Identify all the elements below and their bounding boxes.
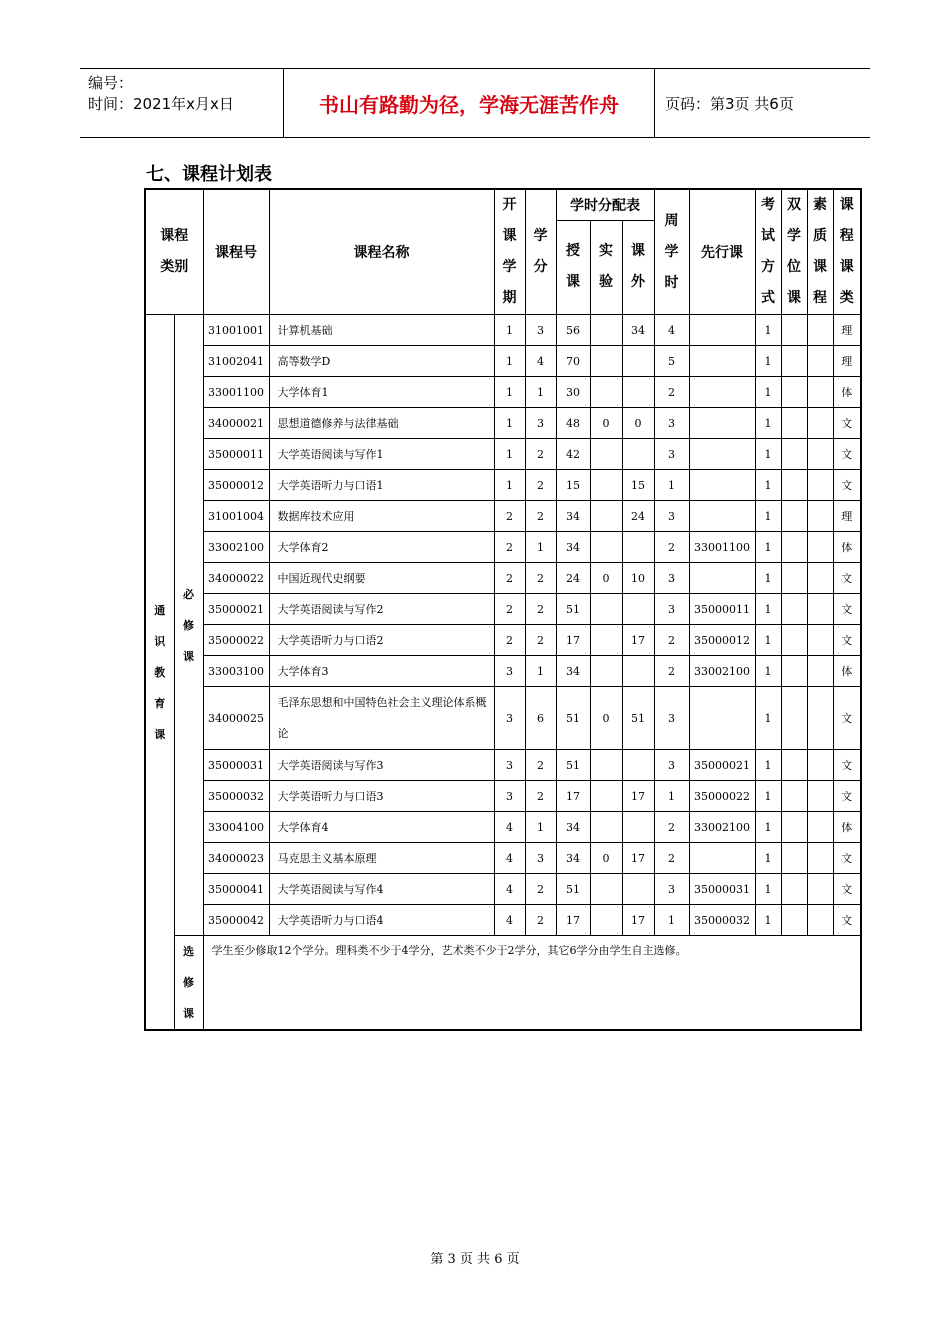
course-extra-hours: [622, 812, 654, 843]
course-name: 中国近现代史纲要: [269, 563, 494, 594]
course-weekly-hours: 3: [654, 874, 689, 905]
course-code: 34000022: [203, 563, 269, 594]
course-code: 35000041: [203, 874, 269, 905]
header-type: 课 程 课 类: [833, 189, 861, 315]
header-dual: 双 学 位 课: [781, 189, 807, 315]
course-weekly-hours: 2: [654, 843, 689, 874]
course-code: 35000011: [203, 439, 269, 470]
course-code: 34000023: [203, 843, 269, 874]
course-type: 理: [833, 315, 861, 346]
course-dual: [781, 346, 807, 377]
elective-row: [145, 936, 861, 1031]
course-lecture-hours: 17: [556, 905, 590, 936]
course-prereq: [689, 346, 755, 377]
course-prereq: 35000012: [689, 625, 755, 656]
course-quality: [807, 656, 833, 687]
course-code: 35000022: [203, 625, 269, 656]
course-plan-table: [144, 188, 862, 1031]
course-lecture-hours: 34: [556, 812, 590, 843]
course-exam: 1: [755, 625, 781, 656]
course-lab-hours: [590, 750, 622, 781]
course-dual: [781, 439, 807, 470]
course-quality: [807, 346, 833, 377]
course-lab-hours: [590, 315, 622, 346]
course-prereq: 33001100: [689, 532, 755, 563]
course-code: 35000012: [203, 470, 269, 501]
course-type: 文: [833, 563, 861, 594]
course-rows: [145, 315, 861, 1031]
course-credits: 2: [525, 874, 556, 905]
course-semester: 3: [494, 750, 525, 781]
course-lab-hours: [590, 439, 622, 470]
course-code: 35000031: [203, 750, 269, 781]
table-row: [145, 874, 861, 905]
course-prereq: [689, 843, 755, 874]
course-lecture-hours: 42: [556, 439, 590, 470]
course-extra-hours: 51: [622, 687, 654, 750]
course-code: 33003100: [203, 656, 269, 687]
course-quality: [807, 687, 833, 750]
course-exam: 1: [755, 594, 781, 625]
course-lab-hours: 0: [590, 563, 622, 594]
course-type: 体: [833, 532, 861, 563]
time-label: 时间：2021年x月x日: [88, 95, 234, 113]
course-lecture-hours: 51: [556, 687, 590, 750]
header-category: [145, 189, 203, 315]
course-extra-hours: [622, 346, 654, 377]
course-lab-hours: [590, 346, 622, 377]
course-weekly-hours: 3: [654, 563, 689, 594]
table-row: [145, 594, 861, 625]
header-lab: 实 验: [590, 220, 622, 314]
course-extra-hours: [622, 656, 654, 687]
course-quality: [807, 501, 833, 532]
course-name: 大学英语听力与口语2: [269, 625, 494, 656]
course-credits: 3: [525, 843, 556, 874]
course-name: 大学体育4: [269, 812, 494, 843]
header-category-text: 课程 类别: [160, 228, 189, 275]
course-semester: 2: [494, 532, 525, 563]
course-credits: 4: [525, 346, 556, 377]
course-quality: [807, 532, 833, 563]
course-weekly-hours: 3: [654, 408, 689, 439]
header-weekly: 周 学 时: [654, 189, 689, 315]
course-lab-hours: [590, 656, 622, 687]
course-type: 文: [833, 439, 861, 470]
table-row: [145, 501, 861, 532]
course-semester: 2: [494, 594, 525, 625]
course-exam: 1: [755, 377, 781, 408]
course-quality: [807, 470, 833, 501]
header-credits: 学 分: [525, 189, 556, 315]
course-exam: 1: [755, 470, 781, 501]
course-semester: 2: [494, 501, 525, 532]
course-lab-hours: [590, 781, 622, 812]
course-semester: 4: [494, 843, 525, 874]
course-weekly-hours: 2: [654, 625, 689, 656]
course-lab-hours: [590, 812, 622, 843]
course-exam: 1: [755, 687, 781, 750]
course-lab-hours: [590, 501, 622, 532]
course-extra-hours: [622, 750, 654, 781]
course-prereq: [689, 439, 755, 470]
course-name: 思想道德修养与法律基础: [269, 408, 494, 439]
course-code: 34000025: [203, 687, 269, 750]
course-dual: [781, 315, 807, 346]
table-row: [145, 470, 861, 501]
course-lecture-hours: 51: [556, 750, 590, 781]
header-extra: 课 外: [622, 220, 654, 314]
course-dual: [781, 625, 807, 656]
course-exam: 1: [755, 563, 781, 594]
course-dual: [781, 408, 807, 439]
table-row: [145, 315, 861, 346]
course-weekly-hours: 2: [654, 377, 689, 408]
course-lecture-hours: 51: [556, 594, 590, 625]
course-prereq: 35000031: [689, 874, 755, 905]
course-weekly-hours: 3: [654, 439, 689, 470]
course-extra-hours: 17: [622, 905, 654, 936]
group-elective: 选 修 课: [174, 936, 203, 1031]
course-credits: 1: [525, 532, 556, 563]
course-semester: 1: [494, 315, 525, 346]
course-prereq: [689, 501, 755, 532]
course-type: 文: [833, 750, 861, 781]
table-row: [145, 687, 861, 750]
course-semester: 3: [494, 687, 525, 750]
header-motto: 书山有路勤为径，学海无涯苦作舟: [283, 69, 655, 137]
group-general-education: 通 识 教 育 课: [145, 315, 174, 1031]
course-type: 文: [833, 781, 861, 812]
course-type: 理: [833, 346, 861, 377]
table-row: [145, 377, 861, 408]
course-semester: 1: [494, 470, 525, 501]
course-semester: 3: [494, 781, 525, 812]
header-quality: 素 质 课 程: [807, 189, 833, 315]
course-quality: [807, 625, 833, 656]
course-extra-hours: 15: [622, 470, 654, 501]
header-lecture: 授 课: [556, 220, 590, 314]
course-lecture-hours: 56: [556, 315, 590, 346]
course-prereq: 35000021: [689, 750, 755, 781]
course-lab-hours: [590, 532, 622, 563]
course-name: 高等数学D: [269, 346, 494, 377]
course-code: 33004100: [203, 812, 269, 843]
number-label: 编号：: [88, 74, 134, 92]
course-quality: [807, 905, 833, 936]
course-credits: 1: [525, 377, 556, 408]
course-extra-hours: 10: [622, 563, 654, 594]
course-semester: 1: [494, 408, 525, 439]
course-credits: 1: [525, 812, 556, 843]
course-prereq: [689, 315, 755, 346]
course-code: 31001001: [203, 315, 269, 346]
course-code: 31001004: [203, 501, 269, 532]
course-weekly-hours: 2: [654, 532, 689, 563]
course-lecture-hours: 30: [556, 377, 590, 408]
course-credits: 2: [525, 501, 556, 532]
course-name: 大学体育2: [269, 532, 494, 563]
table-row: [145, 563, 861, 594]
course-name: 大学英语阅读与写作2: [269, 594, 494, 625]
course-weekly-hours: 3: [654, 750, 689, 781]
course-lecture-hours: 70: [556, 346, 590, 377]
course-weekly-hours: 4: [654, 315, 689, 346]
table-row: [145, 439, 861, 470]
course-name: 大学英语听力与口语1: [269, 470, 494, 501]
course-dual: [781, 781, 807, 812]
course-name: 大学英语听力与口语4: [269, 905, 494, 936]
table-row: [145, 812, 861, 843]
header-prereq: 先行课: [689, 189, 755, 315]
course-quality: [807, 408, 833, 439]
course-extra-hours: [622, 594, 654, 625]
course-dual: [781, 563, 807, 594]
course-lab-hours: [590, 625, 622, 656]
table-row: [145, 408, 861, 439]
course-name: 大学英语听力与口语3: [269, 781, 494, 812]
course-semester: 1: [494, 439, 525, 470]
course-exam: 1: [755, 656, 781, 687]
course-exam: 1: [755, 439, 781, 470]
course-lecture-hours: 15: [556, 470, 590, 501]
course-code: 35000042: [203, 905, 269, 936]
header-code: 课程号: [203, 189, 269, 315]
table-row: [145, 781, 861, 812]
course-credits: 2: [525, 905, 556, 936]
course-extra-hours: 17: [622, 843, 654, 874]
course-lecture-hours: 34: [556, 532, 590, 563]
course-exam: 1: [755, 408, 781, 439]
course-dual: [781, 874, 807, 905]
course-quality: [807, 439, 833, 470]
course-extra-hours: [622, 874, 654, 905]
course-exam: 1: [755, 346, 781, 377]
course-lecture-hours: 34: [556, 501, 590, 532]
course-semester: 1: [494, 377, 525, 408]
header-hours-group: 学时分配表: [556, 189, 654, 220]
course-extra-hours: 34: [622, 315, 654, 346]
course-type: 文: [833, 687, 861, 750]
course-exam: 1: [755, 315, 781, 346]
course-name: 数据库技术应用: [269, 501, 494, 532]
course-name: 马克思主义基本原理: [269, 843, 494, 874]
header-page-label: 页码：第3页 共6页: [665, 94, 794, 113]
course-prereq: 35000022: [689, 781, 755, 812]
course-quality: [807, 874, 833, 905]
course-weekly-hours: 2: [654, 812, 689, 843]
course-weekly-hours: 1: [654, 781, 689, 812]
course-quality: [807, 315, 833, 346]
course-extra-hours: 0: [622, 408, 654, 439]
course-weekly-hours: 3: [654, 687, 689, 750]
course-extra-hours: [622, 439, 654, 470]
course-extra-hours: 17: [622, 781, 654, 812]
course-type: 文: [833, 408, 861, 439]
course-prereq: [689, 563, 755, 594]
course-exam: 1: [755, 501, 781, 532]
course-quality: [807, 781, 833, 812]
course-prereq: [689, 377, 755, 408]
course-credits: 3: [525, 408, 556, 439]
course-dual: [781, 532, 807, 563]
course-name: 毛泽东思想和中国特色社会主义理论体系概论: [269, 687, 494, 750]
course-lab-hours: 0: [590, 843, 622, 874]
course-code: 33001100: [203, 377, 269, 408]
course-quality: [807, 843, 833, 874]
course-name: 大学英语阅读与写作3: [269, 750, 494, 781]
table-row: [145, 346, 861, 377]
course-lecture-hours: 51: [556, 874, 590, 905]
course-dual: [781, 656, 807, 687]
course-quality: [807, 750, 833, 781]
course-weekly-hours: 3: [654, 594, 689, 625]
course-dual: [781, 750, 807, 781]
course-dual: [781, 470, 807, 501]
course-type: 体: [833, 377, 861, 408]
course-dual: [781, 501, 807, 532]
course-lecture-hours: 24: [556, 563, 590, 594]
course-quality: [807, 377, 833, 408]
page-header: [80, 68, 870, 138]
course-name: 大学体育1: [269, 377, 494, 408]
course-credits: 2: [525, 594, 556, 625]
course-code: 35000032: [203, 781, 269, 812]
course-weekly-hours: 1: [654, 905, 689, 936]
header-name: 课程名称: [269, 189, 494, 315]
course-name: 计算机基础: [269, 315, 494, 346]
course-credits: 2: [525, 781, 556, 812]
course-prereq: [689, 687, 755, 750]
course-credits: 2: [525, 750, 556, 781]
course-type: 体: [833, 656, 861, 687]
course-credits: 3: [525, 315, 556, 346]
course-exam: 1: [755, 532, 781, 563]
course-code: 35000021: [203, 594, 269, 625]
course-type: 文: [833, 470, 861, 501]
course-prereq: 35000032: [689, 905, 755, 936]
course-lab-hours: [590, 905, 622, 936]
course-exam: 1: [755, 781, 781, 812]
header-semester: 开 课 学 期: [494, 189, 525, 315]
course-extra-hours: 17: [622, 625, 654, 656]
course-type: 文: [833, 843, 861, 874]
course-extra-hours: [622, 532, 654, 563]
course-dual: [781, 687, 807, 750]
course-credits: 2: [525, 563, 556, 594]
course-weekly-hours: 1: [654, 470, 689, 501]
course-semester: 4: [494, 874, 525, 905]
course-prereq: [689, 408, 755, 439]
table-row: [145, 532, 861, 563]
course-weekly-hours: 3: [654, 501, 689, 532]
course-semester: 4: [494, 812, 525, 843]
course-lab-hours: [590, 594, 622, 625]
course-lab-hours: 0: [590, 408, 622, 439]
course-prereq: 33002100: [689, 656, 755, 687]
table-row: [145, 656, 861, 687]
course-name: 大学英语阅读与写作4: [269, 874, 494, 905]
course-type: 体: [833, 812, 861, 843]
course-lab-hours: [590, 874, 622, 905]
course-dual: [781, 843, 807, 874]
course-name: 大学英语阅读与写作1: [269, 439, 494, 470]
elective-note: 学生至少修取12个学分。理科类不少于4学分，艺术类不少于2学分，其它6学分由学生自主选修。: [203, 936, 861, 1031]
table-row: [145, 843, 861, 874]
course-exam: 1: [755, 905, 781, 936]
course-credits: 1: [525, 656, 556, 687]
course-name: 大学体育3: [269, 656, 494, 687]
course-code: 31002041: [203, 346, 269, 377]
course-code: 33002100: [203, 532, 269, 563]
course-type: 理: [833, 501, 861, 532]
course-dual: [781, 812, 807, 843]
group-required: 必 修 课: [174, 315, 203, 936]
table-row: [145, 905, 861, 936]
course-semester: 1: [494, 346, 525, 377]
course-prereq: 35000011: [689, 594, 755, 625]
table-row: [145, 625, 861, 656]
course-lecture-hours: 34: [556, 656, 590, 687]
course-quality: [807, 812, 833, 843]
course-lab-hours: 0: [590, 687, 622, 750]
course-exam: 1: [755, 874, 781, 905]
course-weekly-hours: 2: [654, 656, 689, 687]
course-credits: 6: [525, 687, 556, 750]
course-exam: 1: [755, 750, 781, 781]
course-credits: 2: [525, 625, 556, 656]
course-prereq: [689, 470, 755, 501]
course-exam: 1: [755, 812, 781, 843]
course-lab-hours: [590, 470, 622, 501]
course-semester: 4: [494, 905, 525, 936]
course-weekly-hours: 5: [654, 346, 689, 377]
section-title: 七、课程计划表: [146, 164, 272, 185]
course-lecture-hours: 48: [556, 408, 590, 439]
table-row: [145, 750, 861, 781]
course-quality: [807, 563, 833, 594]
course-exam: 1: [755, 843, 781, 874]
course-semester: 2: [494, 625, 525, 656]
course-extra-hours: 24: [622, 501, 654, 532]
course-semester: 3: [494, 656, 525, 687]
course-lecture-hours: 17: [556, 781, 590, 812]
page-footer: 第 3 页 共 6 页: [430, 1252, 520, 1267]
header-exam: 考 试 方 式: [755, 189, 781, 315]
course-type: 文: [833, 874, 861, 905]
course-lecture-hours: 17: [556, 625, 590, 656]
course-type: 文: [833, 625, 861, 656]
course-extra-hours: [622, 377, 654, 408]
course-credits: 2: [525, 470, 556, 501]
course-dual: [781, 905, 807, 936]
course-prereq: 33002100: [689, 812, 755, 843]
course-dual: [781, 594, 807, 625]
course-lab-hours: [590, 377, 622, 408]
course-type: 文: [833, 905, 861, 936]
course-credits: 2: [525, 439, 556, 470]
course-semester: 2: [494, 563, 525, 594]
course-code: 34000021: [203, 408, 269, 439]
course-lecture-hours: 34: [556, 843, 590, 874]
course-quality: [807, 594, 833, 625]
course-dual: [781, 377, 807, 408]
course-type: 文: [833, 594, 861, 625]
header-meta: [88, 73, 234, 115]
